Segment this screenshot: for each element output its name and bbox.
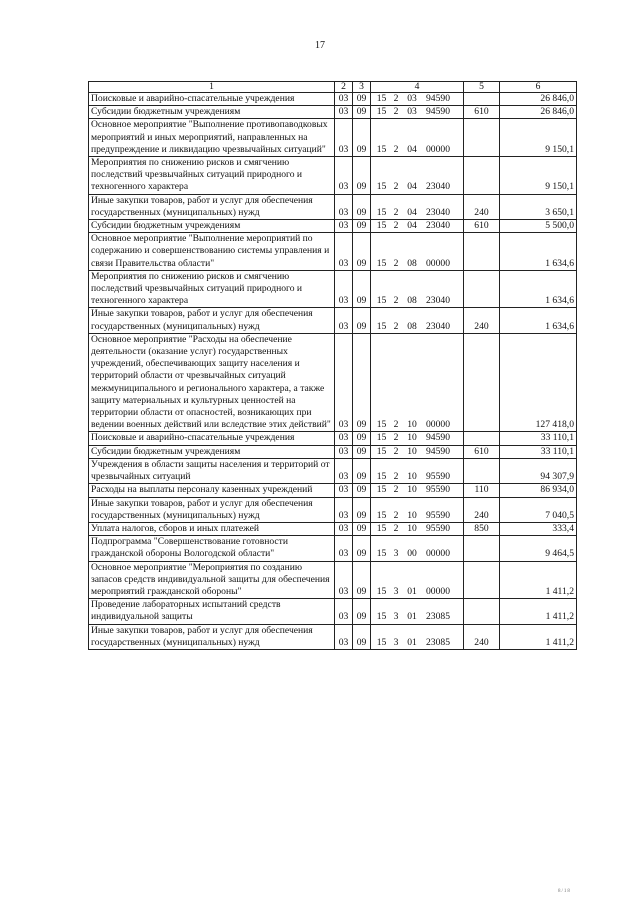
table-row [89, 536, 577, 561]
subsection-code: 09 [353, 432, 371, 445]
target-article-code [371, 497, 464, 522]
subsection-code: 09 [353, 270, 371, 308]
amount: 9 150,1 [500, 157, 577, 195]
amount: 7 040,5 [500, 497, 577, 522]
table-row [89, 333, 577, 432]
header-col-2: 2 [335, 82, 353, 93]
expense-type-code [464, 458, 500, 483]
header-row [89, 82, 577, 93]
subsection-code: 09 [353, 157, 371, 195]
row-name: Субсидии бюджетным учреждениям [89, 445, 335, 458]
target-article-part: 00000 [426, 548, 450, 560]
expense-type-code: 240 [464, 497, 500, 522]
expense-type-code: 110 [464, 484, 500, 497]
section-code: 03 [335, 536, 353, 561]
expense-type-code [464, 93, 500, 106]
target-article-part: 10 [407, 432, 417, 444]
target-article-part: 2 [393, 509, 399, 521]
target-article-part: 01 [407, 636, 417, 648]
subsection-code: 09 [353, 220, 371, 233]
target-article-part: 2 [393, 484, 399, 496]
table-row [89, 522, 577, 535]
subsection-code: 09 [353, 119, 371, 157]
amount: 1 634,6 [500, 308, 577, 333]
target-article-part: 04 [407, 206, 417, 218]
target-article-part: 10 [407, 471, 417, 483]
table-row [89, 484, 577, 497]
section-code: 03 [335, 522, 353, 535]
section-code: 03 [335, 333, 353, 432]
amount: 33 110,1 [500, 432, 577, 445]
target-article-part: 23085 [426, 611, 450, 623]
target-article-part: 94590 [426, 93, 450, 104]
amount: 1 411,2 [500, 561, 577, 599]
table-row [89, 106, 577, 119]
table-row [89, 445, 577, 458]
target-article-part: 15 [376, 471, 387, 483]
section-code: 03 [335, 458, 353, 483]
target-article-part: 2 [393, 295, 399, 307]
table-row [89, 599, 577, 624]
target-article-code [371, 445, 464, 458]
expense-type-code: 240 [464, 194, 500, 219]
subsection-code: 09 [353, 497, 371, 522]
subsection-code: 09 [353, 624, 371, 649]
target-article-part: 95590 [426, 471, 450, 483]
target-article-code [371, 106, 464, 119]
target-article-part: 15 [376, 484, 387, 496]
target-article-part: 15 [376, 93, 387, 104]
table-row [89, 119, 577, 157]
target-article-code [371, 194, 464, 219]
row-name: Проведение лабораторных испытаний средств индивидуальной защиты [89, 599, 335, 624]
subsection-code: 09 [353, 458, 371, 483]
target-article-part: 00000 [426, 419, 450, 431]
table-row [89, 157, 577, 195]
target-article-part: 23040 [426, 320, 450, 332]
amount: 5 500,0 [500, 220, 577, 233]
target-article-part: 00 [407, 548, 417, 560]
subsection-code: 09 [353, 308, 371, 333]
target-article-part: 10 [407, 509, 417, 521]
target-article-code [371, 484, 464, 497]
target-article-part: 15 [376, 585, 387, 597]
subsection-code: 09 [353, 194, 371, 219]
row-name: Мероприятия по снижению рисков и смягчению последствий чрезвычайных ситуаций природного и техногенного характера [89, 270, 335, 308]
target-article-part: 04 [407, 143, 417, 155]
amount: 9 150,1 [500, 119, 577, 157]
target-article-part: 94590 [426, 106, 450, 118]
header-col-6: 6 [500, 82, 577, 93]
target-article-part: 15 [376, 106, 387, 118]
subsection-code: 09 [353, 536, 371, 561]
row-name: Основное мероприятие "Мероприятия по созданию запасов средств индивидуальной защиты для обеспечения мероприятий гражданской обороны" [89, 561, 335, 599]
target-article-part: 2 [393, 320, 399, 332]
target-article-part: 95590 [426, 522, 450, 534]
target-article-code [371, 599, 464, 624]
row-name: Иные закупки товаров, работ и услуг для обеспечения государственных (муниципальных) нужд [89, 194, 335, 219]
expense-type-code: 610 [464, 220, 500, 233]
table-row [89, 432, 577, 445]
expense-type-code [464, 561, 500, 599]
expense-type-code: 240 [464, 308, 500, 333]
target-article-code [371, 157, 464, 195]
target-article-part: 94590 [426, 445, 450, 457]
target-article-part: 95590 [426, 509, 450, 521]
target-article-part: 2 [393, 143, 399, 155]
target-article-code [371, 233, 464, 271]
amount: 86 934,0 [500, 484, 577, 497]
target-article-part: 2 [393, 522, 399, 534]
target-article-part: 23040 [426, 206, 450, 218]
expense-type-code: 850 [464, 522, 500, 535]
target-article-part: 2 [393, 220, 399, 232]
header-col-5: 5 [464, 82, 500, 93]
expense-type-code [464, 157, 500, 195]
target-article-part: 15 [376, 295, 387, 307]
subsection-code: 09 [353, 522, 371, 535]
target-article-part: 15 [376, 220, 387, 232]
section-code: 03 [335, 497, 353, 522]
expense-type-code [464, 119, 500, 157]
table-row [89, 194, 577, 219]
section-code: 03 [335, 432, 353, 445]
amount: 3 650,1 [500, 194, 577, 219]
target-article-part: 10 [407, 522, 417, 534]
target-article-part: 2 [393, 106, 399, 118]
subsection-code: 09 [353, 106, 371, 119]
expense-type-code [464, 432, 500, 445]
subsection-code: 09 [353, 233, 371, 271]
expense-type-code [464, 333, 500, 432]
header-col-4: 4 [371, 82, 464, 93]
section-code: 03 [335, 93, 353, 106]
section-code: 03 [335, 106, 353, 119]
table-row [89, 93, 577, 106]
section-code: 03 [335, 157, 353, 195]
amount: 1 411,2 [500, 599, 577, 624]
target-article-part: 08 [407, 257, 417, 269]
target-article-part: 15 [376, 432, 387, 444]
table-row [89, 624, 577, 649]
budget-table [88, 81, 577, 650]
subsection-code: 09 [353, 333, 371, 432]
amount: 33 110,1 [500, 445, 577, 458]
section-code: 03 [335, 445, 353, 458]
subsection-code: 09 [353, 445, 371, 458]
target-article-part: 15 [376, 509, 387, 521]
target-article-part: 2 [393, 445, 399, 457]
header-col-3: 3 [353, 82, 371, 93]
row-name: Иные закупки товаров, работ и услуг для обеспечения государственных (муниципальных) нужд [89, 497, 335, 522]
table-row [89, 220, 577, 233]
expense-type-code: 610 [464, 445, 500, 458]
subsection-code: 09 [353, 599, 371, 624]
target-article-part: 2 [393, 471, 399, 483]
target-article-part: 2 [393, 181, 399, 193]
section-code: 03 [335, 119, 353, 157]
target-article-part: 23040 [426, 295, 450, 307]
target-article-code [371, 270, 464, 308]
target-article-part: 95590 [426, 484, 450, 496]
row-name: Расходы на выплаты персоналу казенных учреждений [89, 484, 335, 497]
target-article-part: 3 [393, 636, 399, 648]
expense-type-code [464, 599, 500, 624]
target-article-part: 08 [407, 295, 417, 307]
row-name: Основное мероприятие "Расходы на обеспечение деятельности (оказание услуг) государственных учреждений, обеспечивающих защиту населения и территорий области от чрезвычайных ситуаций межмуниципального и регионального характера, а также защиту материальных и культурных ценностей на территории области от опасностей, возникающих при ведении военных действий или вследствие этих действий" [89, 333, 335, 432]
section-code: 03 [335, 220, 353, 233]
target-article-code [371, 522, 464, 535]
target-article-part: 03 [407, 93, 417, 104]
target-article-code [371, 536, 464, 561]
row-name: Поисковые и аварийно-спасательные учреждения [89, 93, 335, 106]
target-article-code [371, 458, 464, 483]
row-name: Основное мероприятие "Выполнение мероприятий по содержанию и совершенствованию системы управления и связи Правительства области" [89, 233, 335, 271]
target-article-part: 00000 [426, 143, 450, 155]
target-article-code [371, 308, 464, 333]
subsection-code: 09 [353, 561, 371, 599]
target-article-part: 15 [376, 522, 387, 534]
target-article-code [371, 220, 464, 233]
section-code: 03 [335, 233, 353, 271]
table-row [89, 233, 577, 271]
expense-type-code: 610 [464, 106, 500, 119]
target-article-part: 94590 [426, 432, 450, 444]
section-code: 03 [335, 270, 353, 308]
target-article-part: 01 [407, 585, 417, 597]
target-article-part: 3 [393, 585, 399, 597]
row-name: Поисковые и аварийно-спасательные учреждения [89, 432, 335, 445]
row-name: Основное мероприятие "Выполнение противопаводковых мероприятий и иных мероприятий, направленных на предупреждение и ликвидацию чрезвычайных ситуаций" [89, 119, 335, 157]
table-row [89, 458, 577, 483]
target-article-part: 23040 [426, 181, 450, 193]
table-row [89, 308, 577, 333]
amount: 26 846,0 [500, 93, 577, 106]
table-row [89, 497, 577, 522]
section-code: 03 [335, 599, 353, 624]
target-article-part: 3 [393, 611, 399, 623]
target-article-part: 23085 [426, 636, 450, 648]
expense-type-code [464, 536, 500, 561]
amount: 1 411,2 [500, 624, 577, 649]
target-article-part: 15 [376, 143, 387, 155]
target-article-part: 10 [407, 419, 417, 431]
section-code: 03 [335, 561, 353, 599]
target-article-part: 10 [407, 445, 417, 457]
target-article-part: 03 [407, 106, 417, 118]
footer-mark: 8/18 [558, 889, 571, 894]
table-row [89, 561, 577, 599]
target-article-part: 15 [376, 181, 387, 193]
target-article-code [371, 561, 464, 599]
row-name: Субсидии бюджетным учреждениям [89, 220, 335, 233]
section-code: 03 [335, 484, 353, 497]
header-col-1: 1 [89, 82, 335, 93]
target-article-part: 23040 [426, 220, 450, 232]
target-article-part: 01 [407, 611, 417, 623]
target-article-code [371, 624, 464, 649]
amount: 94 307,9 [500, 458, 577, 483]
target-article-part: 15 [376, 445, 387, 457]
target-article-part: 2 [393, 257, 399, 269]
row-name: Иные закупки товаров, работ и услуг для обеспечения государственных (муниципальных) нужд [89, 624, 335, 649]
section-code: 03 [335, 308, 353, 333]
amount: 9 464,5 [500, 536, 577, 561]
target-article-part: 2 [393, 93, 399, 104]
target-article-code [371, 432, 464, 445]
amount: 127 418,0 [500, 333, 577, 432]
target-article-part: 10 [407, 484, 417, 496]
subsection-code: 09 [353, 484, 371, 497]
row-name: Мероприятия по снижению рисков и смягчению последствий чрезвычайных ситуаций природного и техногенного характера [89, 157, 335, 195]
target-article-part: 2 [393, 206, 399, 218]
target-article-code [371, 333, 464, 432]
target-article-part: 00000 [426, 257, 450, 269]
target-article-part: 15 [376, 206, 387, 218]
amount: 1 634,6 [500, 270, 577, 308]
target-article-part: 08 [407, 320, 417, 332]
row-name: Учреждения в области защиты населения и территорий от чрезвычайных ситуаций [89, 458, 335, 483]
target-article-part: 15 [376, 257, 387, 269]
amount: 26 846,0 [500, 106, 577, 119]
expense-type-code: 240 [464, 624, 500, 649]
row-name: Субсидии бюджетным учреждениям [89, 106, 335, 119]
table-row [89, 270, 577, 308]
amount: 1 634,6 [500, 233, 577, 271]
row-name: Уплата налогов, сборов и иных платежей [89, 522, 335, 535]
row-name: Иные закупки товаров, работ и услуг для обеспечения государственных (муниципальных) нужд [89, 308, 335, 333]
target-article-part: 15 [376, 636, 387, 648]
target-article-part: 00000 [426, 585, 450, 597]
target-article-part: 04 [407, 220, 417, 232]
target-article-part: 15 [376, 320, 387, 332]
page-number: 17 [315, 40, 325, 51]
expense-type-code [464, 270, 500, 308]
row-name: Подпрограмма "Совершенствование готовности гражданской обороны Вологодской области" [89, 536, 335, 561]
target-article-part: 15 [376, 611, 387, 623]
target-article-part: 04 [407, 181, 417, 193]
target-article-part: 15 [376, 419, 387, 431]
amount: 333,4 [500, 522, 577, 535]
expense-type-code [464, 233, 500, 271]
target-article-code [371, 119, 464, 157]
subsection-code: 09 [353, 93, 371, 106]
target-article-part: 2 [393, 432, 399, 444]
target-article-code [371, 93, 464, 106]
target-article-part: 3 [393, 548, 399, 560]
target-article-part: 2 [393, 419, 399, 431]
section-code: 03 [335, 624, 353, 649]
target-article-part: 15 [376, 548, 387, 560]
section-code: 03 [335, 194, 353, 219]
